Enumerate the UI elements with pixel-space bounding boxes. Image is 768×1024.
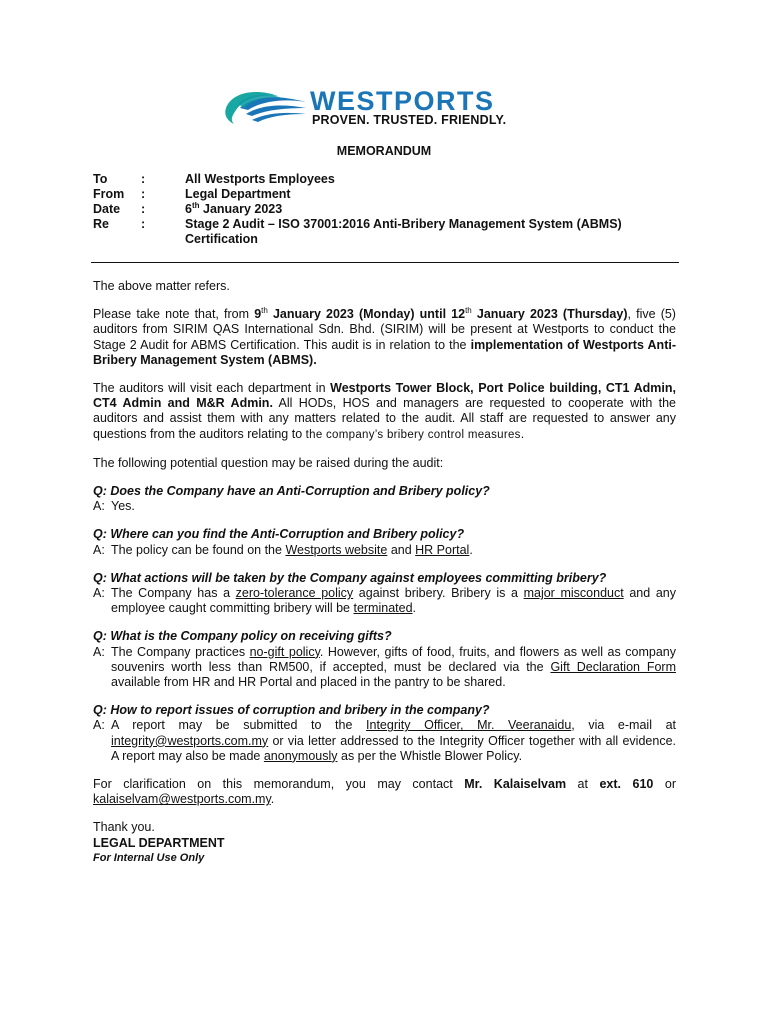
answer-part: or via letter addressed to the Integrity Officer together with all evidence. A report may also be made: [111, 733, 676, 763]
contact-name: Mr. Kalaiselvam: [464, 777, 567, 792]
contact-email-link[interactable]: kalaiselvam@westports.com.my: [93, 792, 271, 807]
p5-text-3: or: [653, 777, 676, 792]
answer-part: The policy can be found on the: [111, 542, 286, 557]
re-colon: :: [141, 217, 146, 231]
p2-sup-2: th: [465, 306, 472, 316]
answer-text: [111, 586, 676, 616]
date-suffix: th: [191, 200, 200, 210]
header-from-row: [93, 187, 683, 202]
answer-text: [111, 645, 676, 691]
p3-text-4: .: [520, 426, 525, 441]
questions-intro: The following potential question may be raised during the audit:: [93, 455, 444, 470]
answer-label: A:: [93, 542, 105, 557]
to-value: All Westports Employees: [185, 172, 335, 186]
answer: [93, 499, 676, 514]
answer-label: A:: [93, 499, 105, 514]
answer: [93, 543, 676, 558]
contact-extension: ext. 610: [599, 777, 654, 792]
answer-part: and: [387, 542, 416, 557]
answer: [93, 645, 676, 691]
p2-bold-2: January 2023 (Monday) until 12: [267, 307, 466, 322]
p3-text-1: The auditors will visit each department in: [93, 381, 331, 396]
audit-locations-paragraph: [93, 381, 676, 443]
answer-part: The Company has a: [111, 586, 236, 601]
logo-tagline: PROVEN. TRUSTED. FRIENDLY.: [312, 113, 507, 127]
date-rest: January 2023: [199, 202, 283, 216]
header-re-row: [93, 217, 683, 247]
integrity-email-link[interactable]: integrity@westports.com.my: [111, 733, 269, 748]
p2-text-2: , five (5) auditors from SIRIM QAS International Sdn. Bhd. (SIRIM) will be present at Westports to conduct the Stage 2 Audit for ABMS Certification. This audit is in relation to the: [93, 307, 676, 352]
re-label: Re: [93, 217, 109, 231]
p3-bold-1: Westports Tower Block, Port Police building, CT1 Admin, CT4 Admin and M&R Admin.: [93, 381, 676, 411]
answer-part: . However, gifts of food, fruits, and flowers as well as company souvenirs worth less than RM500, if accepted, must be declared via the: [111, 644, 676, 674]
answer-part: , via e-mail at: [571, 718, 676, 733]
p2-bold-4: implementation of Westports Anti-Bribery Management System (ABMS).: [93, 337, 676, 367]
answer: [93, 718, 676, 764]
question-text: Q: What is the Company policy on receiving gifts?: [93, 629, 392, 644]
answer-part: .: [469, 542, 473, 557]
answer-text: [111, 543, 676, 558]
question-text: Q: What actions will be taken by the Company against employees committing bribery?: [93, 570, 607, 585]
p3-text-2: All HODs, HOS and managers are requested to cooperate with the auditors and assist them with any matters related to the audit. All staff are requested to answer any questions from the auditors relating to: [93, 396, 676, 441]
p2-bold-1: 9: [254, 307, 262, 322]
qa-item: [93, 484, 676, 514]
westports-logo: [222, 86, 552, 128]
header-to-row: [93, 172, 683, 187]
intro-paragraph: The above matter refers.: [93, 279, 230, 293]
qa-item: [93, 703, 676, 764]
header-date-row: [93, 202, 683, 217]
to-label: To: [93, 172, 108, 186]
answer-part: against bribery. Bribery is a: [353, 586, 524, 601]
audit-dates-paragraph: [93, 307, 676, 368]
from-label: From: [93, 187, 125, 201]
p2-text-1: Please take note that, from: [93, 307, 255, 322]
wave-logo-icon: [222, 86, 308, 128]
date-label: Date: [93, 202, 121, 216]
memo-body: [93, 279, 676, 866]
answer-part: and any employee caught committing bribery will be: [111, 586, 676, 616]
question-text: Q: Does the Company have an Anti-Corruption and Bribery policy?: [93, 484, 490, 499]
no-gift-policy-term: no-gift policy: [249, 644, 320, 659]
date-colon: :: [141, 202, 146, 216]
answer-part: available from HR and HR Portal and placed in the pantry to be shared.: [111, 675, 506, 690]
gift-declaration-form-link[interactable]: Gift Declaration Form: [550, 659, 676, 674]
question-text: Q: How to report issues of corruption and bribery in the company?: [93, 703, 490, 718]
header-divider: [91, 262, 679, 263]
signoff-department: LEGAL DEPARTMENT: [93, 835, 225, 850]
date-day: 6: [185, 202, 192, 216]
westports-website-link[interactable]: Westports website: [285, 542, 388, 557]
p2-bold-3: January 2023 (Thursday): [471, 307, 628, 322]
clarification-paragraph: [93, 777, 676, 807]
hr-portal-link[interactable]: HR Portal: [415, 542, 470, 557]
p5-text-4: .: [270, 792, 275, 807]
terminated-term: terminated: [353, 601, 413, 616]
p5-text-1: For clarification on this memorandum, you may contact: [93, 777, 465, 792]
answer-text: Yes.: [111, 499, 135, 514]
zero-tolerance-term: zero-tolerance policy: [235, 586, 354, 601]
logo-wordmark: WESTPORTS: [310, 86, 495, 116]
answer-part: .: [412, 601, 417, 616]
qa-item: [93, 527, 676, 557]
p5-text-2: at: [566, 777, 600, 792]
p3-text-3: the company’s bribery control measures: [305, 428, 521, 441]
integrity-officer-term: Integrity Officer, Mr. Veeranaidu: [366, 718, 572, 733]
answer-part: as per the Whistle Blower Policy.: [337, 748, 523, 763]
re-value: Stage 2 Audit – ISO 37001:2016 Anti-Bribery Management System (ABMS) Certification: [185, 217, 622, 246]
answer-part: The Company practices: [111, 644, 250, 659]
p2-sup-1: th: [261, 306, 268, 316]
answer-label: A:: [93, 718, 105, 733]
signature-block: [93, 820, 676, 866]
memo-header: [93, 172, 683, 247]
memo-title: MEMORANDUM: [336, 144, 432, 158]
answer-text: [111, 718, 676, 764]
answer-part: A report may be submitted to the: [111, 718, 367, 733]
from-value: Legal Department: [185, 187, 291, 201]
internal-use-note: For Internal Use Only: [93, 851, 205, 864]
question-text: Q: Where can you find the Anti-Corruption and Bribery policy?: [93, 527, 465, 542]
answer-label: A:: [93, 644, 105, 659]
major-misconduct-term: major misconduct: [523, 586, 624, 601]
thanks-text: Thank you.: [93, 820, 155, 835]
from-colon: :: [141, 187, 146, 201]
qa-item: [93, 571, 676, 617]
to-colon: :: [141, 172, 146, 186]
answer-label: A:: [93, 586, 105, 601]
date-value: [185, 202, 683, 217]
qa-item: [93, 629, 676, 690]
answer: [93, 586, 676, 616]
anonymously-term: anonymously: [263, 748, 338, 763]
